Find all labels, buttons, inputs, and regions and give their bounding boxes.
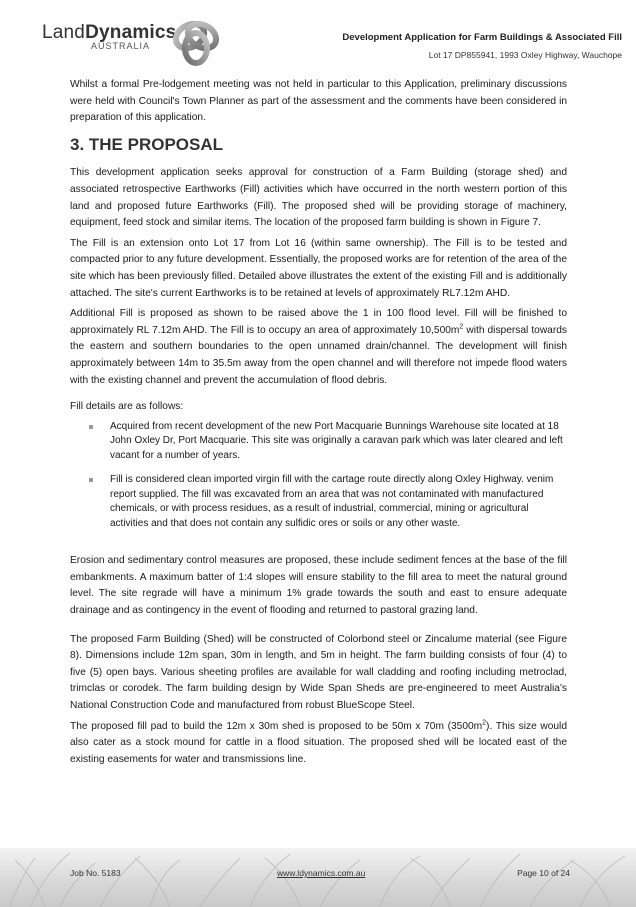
document-subtitle: Lot 17 DP855941, 1993 Oxley Highway, Wauchope	[428, 50, 622, 60]
page-footer	[0, 848, 636, 907]
page-content	[70, 77, 567, 772]
fill-details-list	[70, 420, 567, 532]
list-item-text: Acquired from recent development of the new Port Macquarie Bunnings Warehouse site located at 18 John Oxley Dr, Port Macquarie. This site was originally a caravan park which was later cleared and left vacant for a number of years.	[110, 420, 563, 461]
bullet-square-icon	[89, 425, 93, 429]
list-item	[110, 473, 567, 531]
list-item	[110, 420, 567, 464]
logo-word-land: Land	[42, 22, 86, 43]
logo-word-dynamics: Dynamics	[85, 22, 177, 43]
list-item-text: Fill is considered clean imported virgin fill with the cartage route directly along Oxley Highway. venim report supplied. The fill was excavated from an area that was not contaminated with manufactured chemicals, or with process residues, as a result of industrial, commercial, mining or agricultural activities and that does not contain any sulfidic ores or soils or any other waste.	[110, 474, 554, 529]
page-header	[0, 0, 636, 70]
para6-superscript: 2	[482, 719, 487, 727]
proposal-paragraph-1: This development application seeks approval for construction of a Farm Building (storage shed) and associated retrospective Earthworks (Fill) activities which have occurred in the north western portion of this land and proposed future Earthworks (Fill). The proposed shed will be providing storage of machinery, equipment, feed stock and similar items. The location of the proposed farm building is shown in Figure 7.	[70, 167, 567, 229]
proposal-paragraph-2: The Fill is an extension onto Lot 17 from Lot 16 (within same ownership). The Fill is to be tested and compacted prior to any future development. Essentially, the proposed works are for retention of the area of the site which has been previously filled. Detailed above illustrates the extent of the existing Fill and is additionally attached. The site's current Earthworks is to be retained at levels of approximately RL7.12m AHD.	[70, 237, 567, 299]
para6-text-b: ). This size would also cater as a stock mound for cattle in a flood situation. The proposed shed will be located east of the existing easements for water and transmissions line.	[70, 720, 567, 765]
proposal-paragraph-3	[70, 306, 567, 389]
fill-details-intro: Fill details are as follows:	[70, 401, 184, 413]
section-heading: 3. THE PROPOSAL	[70, 134, 224, 154]
bullet-square-icon	[89, 478, 93, 482]
intro-paragraph: Whilst a formal Pre-lodgement meeting was not held in particular to this Application, preliminary discussions were held with Council's Town Planner as part of the assessment and the comments have been considered in preparation of this application.	[70, 79, 567, 124]
para3-text-b: with dispersal towards the eastern and southern boundaries to the open unnamed drain/channel. The development will finish approximately between 14m to 35.5m away from the open channel and will therefore not impede flood waters with the existing channel and prevent the accumulation of flood debris.	[70, 324, 567, 386]
document-title: Development Application for Farm Buildings & Associated Fill	[342, 32, 622, 43]
job-number: Job No. 5183	[70, 868, 121, 878]
company-logo	[42, 22, 177, 51]
logo-knot-icon	[166, 10, 226, 70]
website-link[interactable]: www.ldynamics.com.au	[277, 868, 366, 878]
farm-building-paragraph: The proposed Farm Building (Shed) will be constructed of Colorbond steel or Zincalume material (see Figure 8). Dimensions include 12m span, 30m in length, and 5m in height. The farm building consists of four (4) to five (5) open bays. Various sheeting profiles are available for wall cladding and roofing including metroclad, trimclas or corodek. The farm building design by Wide Span Sheds are pre-engineered to meet Australia's National Construction Code and manufactured from robust BlueScope Steel.	[70, 633, 567, 711]
fill-pad-paragraph	[70, 719, 567, 769]
para6-text-a: The proposed fill pad to build the 12m x 30m shed is proposed to be 50m x 70m (3500m	[70, 720, 483, 732]
page-number: Page 10 of 24	[517, 868, 570, 878]
para3-text-a: Additional Fill is proposed as shown to be raised above the 1 in 100 flood level. Fill will be finished to approximately RL 7.12m AHD. The Fill is to occupy an area of approximately 10,500m	[70, 308, 567, 336]
erosion-paragraph: Erosion and sedimentary control measures are proposed, these include sediment fences at the base of the fill embankments. A maximum batter of 1:4 slopes will ensure stability to the fill area to meet the natural ground level. The site regrade will have a minimum 1% grade towards the south and east to ensure adequate drainage and as contingency in the event of flooding and returned to pastoral grazing land.	[70, 555, 567, 616]
para3-superscript: 2	[459, 323, 464, 331]
logo-subtitle: AUSTRALIA	[91, 41, 151, 51]
